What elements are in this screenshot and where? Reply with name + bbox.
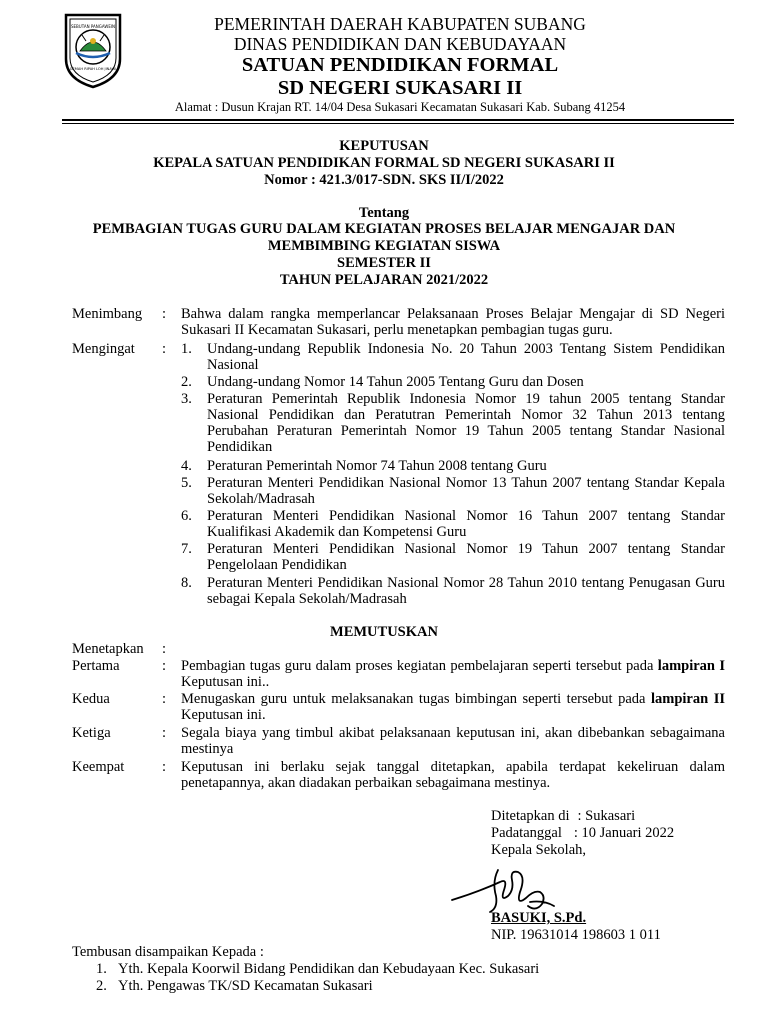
mengingat-item-number: 5. xyxy=(181,475,192,491)
signature-date xyxy=(491,825,674,841)
signature-place-label: Ditetapkan di xyxy=(491,808,570,824)
letterhead-rule-thin xyxy=(62,123,734,124)
letterhead-government: PEMERINTAH DAERAH KABUPATEN SUBANG xyxy=(214,14,586,34)
decision-text-bold: lampiran II xyxy=(650,691,725,707)
decision-text: Keputusan ini berlaku sejak tanggal ditetapkan, apabila terdapat kekeliruan dalam penetapannya, akan diadakan perbaikan sebagaimana mestinya. xyxy=(181,759,725,791)
mengingat-item-number: 6. xyxy=(181,508,192,524)
letterhead-rule-thick xyxy=(62,119,734,121)
letterhead xyxy=(140,14,660,100)
menimbang-text: Bahwa dalam rangka memperlancar Pelaksanaan Proses Belajar Mengajar di SD Negeri Sukasari II Kecamatan Sukasari, perlu menetapkan pembagian tugas guru. xyxy=(181,306,725,338)
mengingat-item-text: Undang-undang Nomor 14 Tahun 2005 Tentang Guru dan Dosen xyxy=(207,374,584,390)
decision-colon: : xyxy=(162,691,167,707)
decree-semester: SEMESTER II xyxy=(337,255,431,271)
mengingat-item-text: Peraturan Menteri Pendidikan Nasional Nomor 19 Tahun 2007 tentang Standar Pengelolaan Pendidikan xyxy=(207,541,725,573)
menetapkan-label: Menetapkan xyxy=(72,641,144,657)
signature-date-label: Padatanggal xyxy=(491,825,562,841)
svg-text:SEBUTAN PANGAWEIN: SEBUTAN PANGAWEIN xyxy=(70,24,116,29)
mengingat-item-text: Peraturan Pemerintah Republik Indonesia Nomor 19 tahun 2005 tentang Standar Nasional Pendidikan dan Peratutran Pemerintah Nomor 32 Tahun 2013 tentang Perubahan Peraturan Pemerintah Nomor 19 Tahun 2005 tentang Standar Nasional Pendidikan xyxy=(207,391,725,455)
decision-text xyxy=(181,658,725,690)
signature-place-value: : Sukasari xyxy=(577,808,636,824)
signatory-nip: NIP. 19631014 198603 1 011 xyxy=(491,927,661,943)
letterhead-address: Alamat : Dusun Krajan RT. 14/04 Desa Sukasari Kecamatan Sukasari Kab. Subang 41254 xyxy=(174,100,626,114)
mengingat-item-number: 4. xyxy=(181,458,192,474)
decision-text-bold: lampiran I xyxy=(657,658,725,674)
mengingat-item-number: 8. xyxy=(181,575,192,591)
svg-text:GEMAH RIPAH LOH JINAWI: GEMAH RIPAH LOH JINAWI xyxy=(69,67,117,71)
menimbang-colon: : xyxy=(162,306,167,322)
menetapkan-colon: : xyxy=(162,641,167,657)
decision-colon: : xyxy=(162,759,167,775)
decree-title: KEPUTUSAN xyxy=(339,138,429,154)
letterhead-department: DINAS PENDIDIKAN DAN KEBUDAYAAN xyxy=(233,34,567,54)
decision-colon: : xyxy=(162,725,167,741)
tembusan-item-text: Yth. Pengawas TK/SD Kecamatan Sukasari xyxy=(118,978,373,994)
letterhead-school: SD NEGERI SUKASARI II xyxy=(277,77,523,99)
decision-label: Ketiga xyxy=(72,725,111,741)
decree-issuer: KEPALA SATUAN PENDIDIKAN FORMAL SD NEGERI SUKASARI II xyxy=(153,155,615,171)
mengingat-colon: : xyxy=(162,341,167,357)
mengingat-item-number: 7. xyxy=(181,541,192,557)
signature-place xyxy=(491,808,635,824)
mengingat-item-number: 2. xyxy=(181,374,192,390)
menimbang-label: Menimbang xyxy=(72,306,143,322)
decision-label: Kedua xyxy=(72,691,110,707)
mengingat-item-number: 3. xyxy=(181,391,192,407)
decision-text-part: Pembagian tugas guru dalam proses kegiatan pembelajaran seperti tersebut pada xyxy=(181,658,658,674)
tembusan-title: Tembusan disampaikan Kepada : xyxy=(72,944,264,960)
signatory-name: BASUKI, S.Pd. xyxy=(491,910,587,926)
tembusan-item-number: 2. xyxy=(96,978,107,994)
mengingat-item-number: 1. xyxy=(181,341,192,357)
decision-text-part: Keputusan ini. xyxy=(181,707,266,723)
decree-subject-line2: MEMBIMBING KEGIATAN SISWA xyxy=(267,238,501,254)
decision-label: Pertama xyxy=(72,658,120,674)
memutuskan-heading: MEMUTUSKAN xyxy=(330,624,438,640)
signature-date-value: : 10 Januari 2022 xyxy=(573,825,675,841)
subang-regency-logo xyxy=(62,11,124,89)
decree-number: Nomor : 421.3/017-SDN. SKS II/I/2022 xyxy=(264,172,504,188)
tembusan-item-text: Yth. Kepala Koorwil Bidang Pendidikan dan Kebudayaan Kec. Sukasari xyxy=(118,961,540,977)
decision-text: Segala biaya yang timbul akibat pelaksanaan keputusan ini, akan dibebankan sebagaimana mestinya xyxy=(181,725,725,757)
signature-position: Kepala Sekolah, xyxy=(491,842,587,858)
decree-subject-line1: PEMBAGIAN TUGAS GURU DALAM KEGIATAN PROSES BELAJAR MENGAJAR DAN xyxy=(92,221,676,237)
mengingat-item-text: Undang-undang Republik Indonesia No. 20 Tahun 2003 Tentang Sistem Pendidikan Nasional xyxy=(207,341,725,373)
decision-text-part: Menugaskan guru untuk melaksanakan tugas bimbingan seperti tersebut pada xyxy=(181,691,651,707)
mengingat-item-text: Peraturan Menteri Pendidikan Nasional Nomor 13 Tahun 2007 tentang Standar Kepala Sekolah/Madrasah xyxy=(207,475,725,507)
mengingat-item-text: Peraturan Menteri Pendidikan Nasional Nomor 16 Tahun 2007 tentang Standar Kualifikasi Akademik dan Kompetensi Guru xyxy=(207,508,725,540)
decision-label: Keempat xyxy=(72,759,125,775)
tembusan-item-number: 1. xyxy=(96,961,107,977)
decision-text-part: Keputusan ini.. xyxy=(181,674,270,690)
mengingat-label: Mengingat xyxy=(72,341,135,357)
decree-tentang: Tentang xyxy=(358,205,410,221)
letterhead-unit: SATUAN PENDIDIKAN FORMAL xyxy=(241,54,559,76)
decree-school-year: TAHUN PELAJARAN 2021/2022 xyxy=(279,272,489,288)
decision-colon: : xyxy=(162,658,167,674)
decision-text xyxy=(181,691,725,723)
mengingat-item-text: Peraturan Pemerintah Nomor 74 Tahun 2008 tentang Guru xyxy=(207,458,547,474)
mengingat-item-text: Peraturan Menteri Pendidikan Nasional Nomor 28 Tahun 2010 tentang Penugasan Guru sebagai Kepala Sekolah/Madrasah xyxy=(207,575,725,607)
